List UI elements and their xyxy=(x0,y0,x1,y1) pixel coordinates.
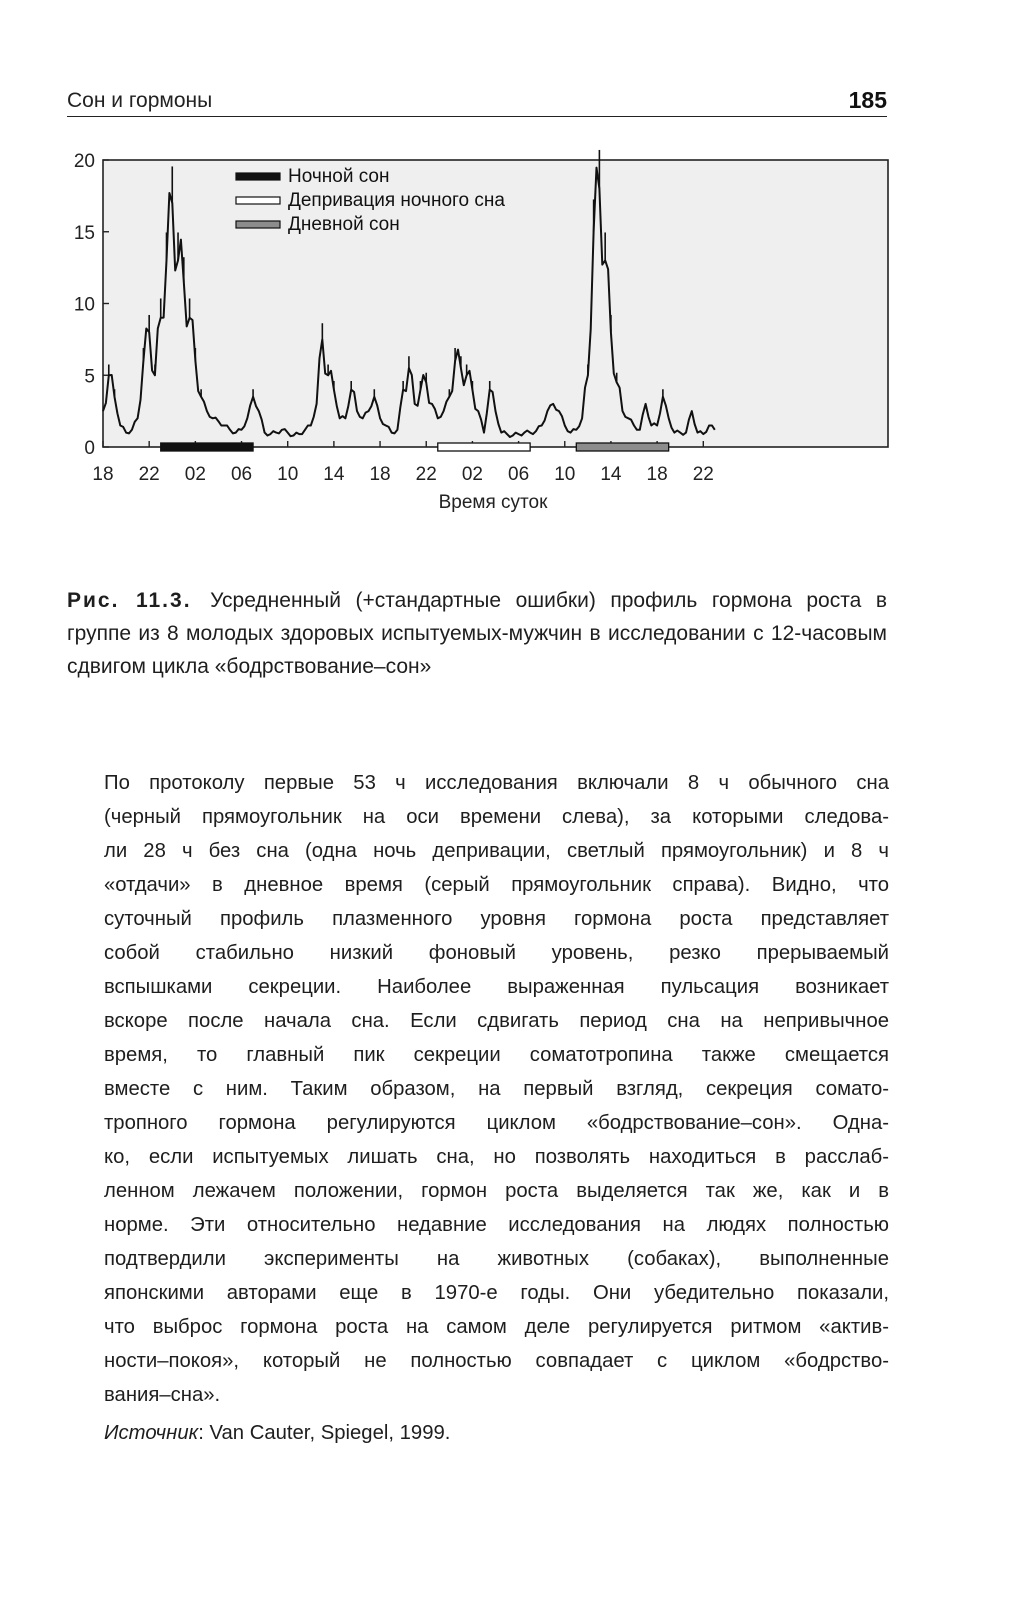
body-line: «отдачи» в дневное время (серый прямоугольник справа). Видно, что xyxy=(104,874,889,896)
x-tick-label: 10 xyxy=(554,464,576,485)
legend-label: Ночной сон xyxy=(288,166,390,187)
body-line: (черный прямоугольник на оси времени слева), за которыми следова- xyxy=(104,806,889,828)
legend-swatch xyxy=(236,221,280,228)
x-tick-label: 14 xyxy=(323,464,345,485)
sleep-bar xyxy=(438,443,530,451)
legend-swatch xyxy=(236,197,280,204)
y-tick-label: 15 xyxy=(73,222,95,244)
body-line: подтвердили эксперименты на животных (собаках), выполненные xyxy=(104,1248,889,1270)
body-line: норме. Эти относительно недавние исследования на людях полностью xyxy=(104,1214,889,1236)
legend-label: Дневной сон xyxy=(288,214,400,235)
running-head xyxy=(67,86,887,117)
x-tick-label: 22 xyxy=(415,464,437,485)
growth-hormone-chart xyxy=(55,140,905,520)
x-tick-label: 06 xyxy=(508,464,530,485)
x-tick-label: 22 xyxy=(692,464,714,485)
body-line: вспышками секреции. Наиболее выраженная пульсация возникает xyxy=(104,976,889,998)
x-tick-label: 18 xyxy=(92,464,114,485)
x-tick-label: 22 xyxy=(138,464,160,485)
source-text: : Van Cauter, Spiegel, 1999. xyxy=(198,1422,451,1444)
body-line: вместе с ним. Таким образом, на первый взгляд, секреция сомато- xyxy=(104,1078,889,1100)
x-tick-label: 10 xyxy=(277,464,299,485)
y-tick-label: 0 xyxy=(84,438,95,459)
body-line: вания–сна». xyxy=(104,1384,221,1406)
body-line: что выброс гормона роста на самом деле регулируется ритмом «актив- xyxy=(104,1316,889,1338)
legend-label: Депривация ночного сна xyxy=(288,190,505,211)
figure-caption xyxy=(67,584,887,683)
x-tick-label: 02 xyxy=(461,464,483,485)
x-tick-label: 18 xyxy=(369,464,391,485)
x-tick-label: 06 xyxy=(230,464,253,485)
legend-swatch xyxy=(236,173,280,180)
body-line: вскоре после начала сна. Если сдвигать период сна на непривычное xyxy=(104,1010,889,1032)
page-number: 185 xyxy=(848,87,887,113)
x-tick-label: 18 xyxy=(646,464,668,485)
source-label: Источник xyxy=(104,1422,199,1444)
y-tick-label: 5 xyxy=(84,366,95,388)
caption-label: Рис. 11.3. xyxy=(67,589,192,612)
x-axis-label: Время суток xyxy=(438,492,548,513)
body-text xyxy=(104,766,889,1412)
y-tick-label: 20 xyxy=(73,151,95,172)
sleep-bar xyxy=(576,443,668,451)
y-tick-label: 10 xyxy=(73,294,95,316)
body-line: ко, если испытуемых лишать сна, но позволять находиться в расслаб- xyxy=(104,1146,889,1168)
source-line xyxy=(104,1416,450,1450)
body-line: ленном лежачем положении, гормон роста выделяется так же, как и в xyxy=(104,1180,889,1202)
body-line: собой стабильно низкий фоновый уровень, резко прерываемый xyxy=(104,942,889,964)
body-line: суточный профиль плазменного уровня гормона роста представляет xyxy=(104,908,889,930)
caption-text: Усредненный (+стандартные ошибки) профиль гормона роста в группе из 8 молодых здоровых испытуемых-мужчин в исследовании с 12-часовым сдвигом цикла «бодрствование–сон» xyxy=(67,589,887,678)
body-line: время, то главный пик секреции соматотропина также смещается xyxy=(104,1044,889,1066)
running-title: Сон и гормоны xyxy=(67,89,213,112)
body-line: ли 28 ч без сна (одна ночь депривации, светлый прямоугольник) и 8 ч xyxy=(104,840,889,862)
sleep-bar xyxy=(161,443,253,451)
body-line: По протоколу первые 53 ч исследования включали 8 ч обычного сна xyxy=(104,772,889,794)
x-tick-label: 02 xyxy=(184,464,206,485)
body-line: ности–покоя», который не полностью совпадает с циклом «бодрство- xyxy=(104,1350,889,1372)
body-line: японскими авторами еще в 1970-е годы. Они убедительно показали, xyxy=(104,1282,889,1304)
body-line: тропного гормона регулируются циклом «бодрствование–сон». Одна- xyxy=(104,1112,889,1134)
x-tick-label: 14 xyxy=(600,464,622,485)
